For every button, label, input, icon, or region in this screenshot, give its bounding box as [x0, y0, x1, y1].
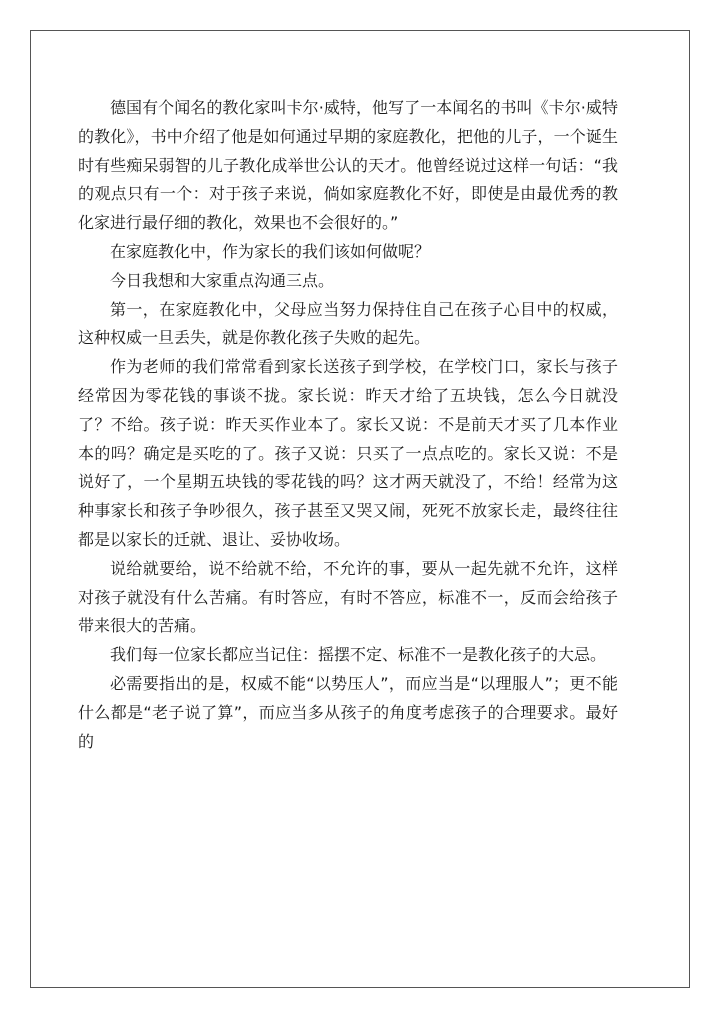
paragraph-5: 作为老师的我们常常看到家长送孩子到学校，在学校门口，家长与孩子经常因为零花钱的事谈不拢。家长说：昨天才给了五块钱，怎么今日就没了？不给。孩子说：昨天买作业本了。家长又说：不是前天才买了几本作业本的吗？确定是买吃的了。孩子又说：只买了一点点吃的。家长又说：不是说好了，一个星期五块钱的零花钱的吗？这才两天就没了，不给！经常为这种事家长和孩子争吵很久，孩子甚至又哭又闹，死死不放家长走，最终往往都是以家长的迁就、退让、妥协收场。: [78, 357, 618, 549]
paragraph-3: 今日我想和大家重点沟通三点。: [110, 270, 335, 290]
paragraph-2: 在家庭教化中，作为家长的我们该如何做呢？: [110, 241, 431, 261]
paragraph-4: 第一，在家庭教化中，父母应当努力保持住自己在孩子心目中的权威，这种权威一旦丢失，就是你教化孩子失败的起先。: [78, 299, 618, 348]
paragraph-7: 我们每一位家长都应当记住：摇摆不定、标准不一是教化孩子的大忌。: [110, 645, 607, 665]
paragraph-8: 必需要指出的是，权威不能“以势压人”，而应当是“以理服人”；更不能什么都是“老子说了算”，而应当多从孩子的角度考虑孩子的合理要求。最好的: [78, 673, 618, 751]
document-body: [78, 94, 618, 756]
paragraph-6: 说给就要给，说不给就不给，不允许的事，要从一起先就不允许，这样对孩子就没有什么苦痛。有时答应，有时不答应，标准不一，反而会给孩子带来很大的苦痛。: [78, 558, 618, 636]
paragraph-1: 德国有个闻名的教化家叫卡尔·威特，他写了一本闻名的书叫《卡尔·威特的教化》，书中介绍了他是如何通过早期的家庭教化，把他的儿子，一个诞生时有些痴呆弱智的儿子教化成举世公认的天才。他曾经说过这样一句话：“我的观点只有一个：对于孩子来说，倘如家庭教化不好，即使是由最优秀的教化家进行最仔细的教化，效果也不会很好的。”: [78, 98, 618, 233]
